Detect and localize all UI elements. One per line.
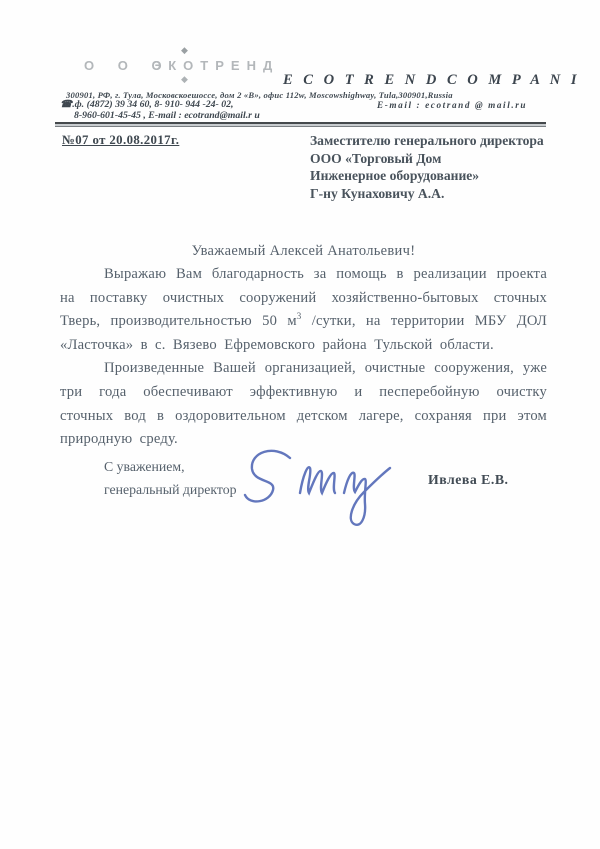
company-address: 300901, РФ, г. Тула, Московскоешоссе, дом 2 «В», офис 112w, Moscowshighway, Tula,300901,Russia [66,90,453,100]
company-name-latin: E C O T R E N D C O M P A N I [283,72,581,88]
salutation: Уважаемый Алексей Анатольевич! [191,243,416,259]
recipient-line: Г-ну Кунаховичу А.А. [310,185,445,201]
email-address-right: E-mail : ecotrand @ mail.ru [377,100,528,110]
closing-regards: С уважением, [104,459,185,474]
recipient-block [310,132,544,202]
logo-ornament-icon: ◆ [181,45,188,55]
superscript-cubed: 3 [296,311,302,322]
paragraph-2: Произведенные Вашей организацией, очистные сооружения, уже три года обеспечивают эффективную и песперебойную очистку сточных вод в оздоровительном детском лагере, сохраняя при этом природную среду. [60,360,547,448]
reference-number-date: №07 от 20.08.2017г. [62,133,180,147]
handwritten-signature [240,440,400,535]
recipient-line: Инженерное оборудование» [310,168,480,183]
paragraph-1-text: Выражаю Вам благодарность за помощь в реализации проекта на поставку очистных сооружений хозяйственно-бытовых сточных Тверь, производительностью 50 м [60,266,547,330]
closing-block [104,455,237,501]
closing-title: генеральный директор [104,482,237,497]
paragraph-1-text: /сутки, на территории МБУ ДОЛ «Ласточка» в с. Вязево Ефремовского района Тульской области. [60,313,547,353]
logo-ornament-icon: ◆ [181,74,188,84]
logo-ooo-text: О О О [84,58,172,73]
recipient-line: ООО «Торговый Дом [310,150,442,166]
recipient-line: Заместителю генерального директора [310,133,544,148]
paragraph-1 [60,263,547,357]
phone-fax-line: ☎.ф. (4872) 39 34 60, 8- 910- 944 -24- 02, [60,99,234,110]
signatory-name: Ивлева Е.В. [428,472,509,487]
logo-company-text: ЭКОТРЕНД [152,58,280,73]
phone-email-line: 8-960-601-45-45 , E-mail : ecotrand@mail.r u [74,110,260,121]
letterhead-divider [55,122,546,127]
letter-body [60,263,547,452]
